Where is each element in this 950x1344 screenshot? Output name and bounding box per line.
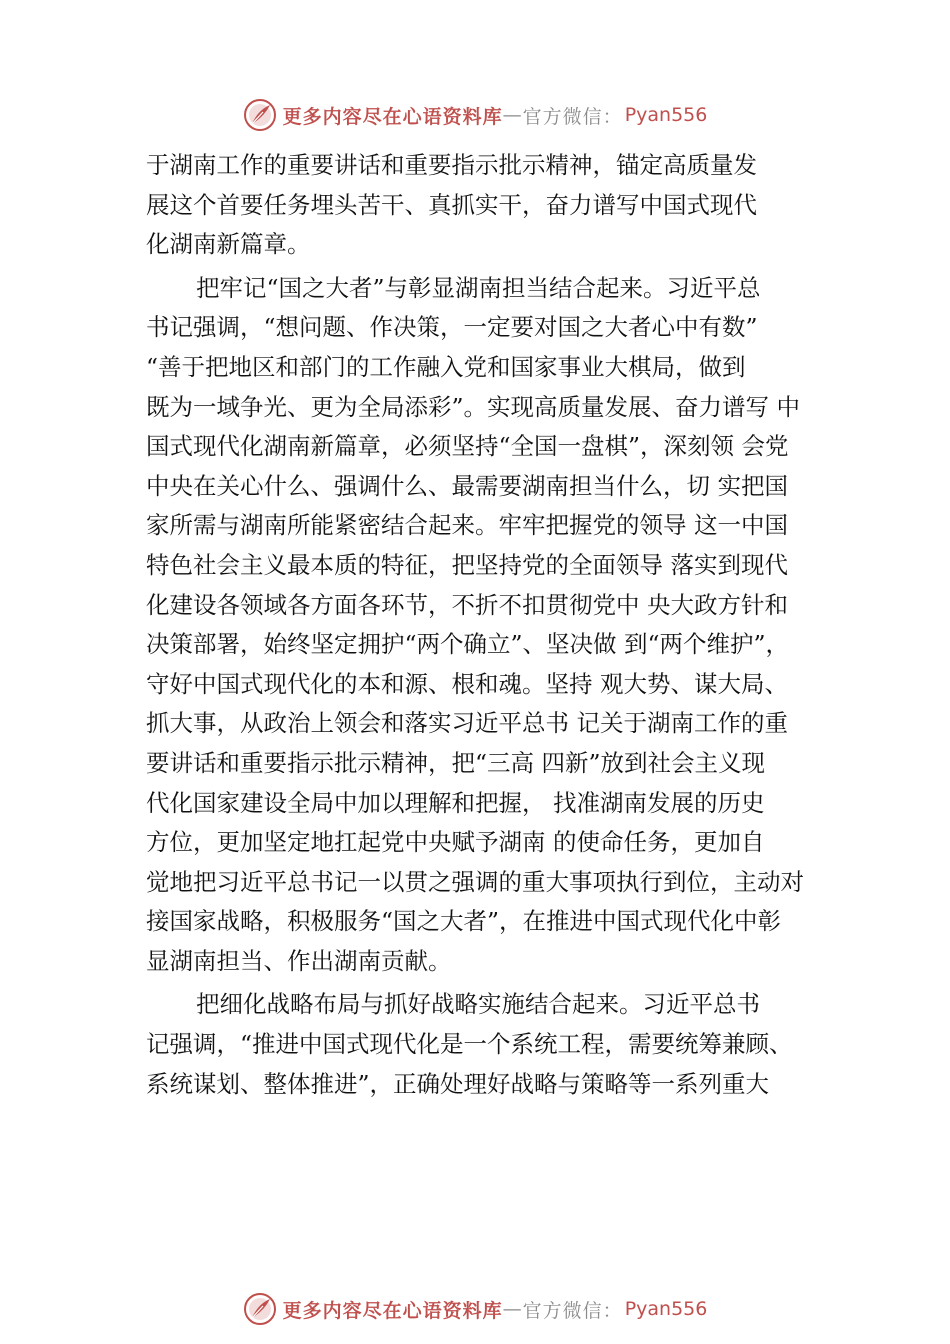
banner-dash: —: [502, 104, 523, 126]
text-line: 国式现代化湖南新篇章，必须坚持“全国一盘棋”，深刻领 会党: [146, 432, 789, 461]
text-line: 接国家战略，积极服务“国之大者”，在推进中国式现代化中彰: [146, 907, 782, 936]
text-line: 记强调，“推进中国式现代化是一个系统工程，需要统筹兼顾、: [146, 1030, 793, 1059]
header-banner: [0, 98, 950, 132]
text-line: 既为一域争光、更为全局添彩”。实现高质量发展、奋力谱写 中: [146, 392, 800, 421]
text-line: 家所需与湖南所能紧密结合起来。牢牢把握党的领导 这一中国: [146, 511, 788, 540]
text-line: 化湖南新篇章。: [146, 230, 311, 259]
text-line: 于湖南工作的重要讲话和重要指示批示精神，锚定高质量发: [146, 151, 757, 179]
banner-contact-label: 官方微信：: [522, 105, 623, 128]
paragraph-heading: 把细化战略布局与抓好战略实施结合起来。习近平总书: [196, 990, 760, 1019]
quill-logo-icon: [243, 98, 277, 132]
banner-contact-id: Pyan556: [624, 104, 708, 126]
document-body: [146, 146, 834, 1104]
text-line: 代化国家建设全局中加以理解和把握， 找准湖南发展的历史: [146, 788, 765, 817]
banner-site-text: 更多内容尽在心语资料库: [282, 105, 503, 128]
banner-contact-label: 官方微信：: [522, 1299, 623, 1322]
banner-dash: —: [502, 1298, 523, 1320]
text-line: 觉地把习近平总书记一以贯之强调的重大事项执行到位，主动对: [146, 867, 804, 896]
text-line: 特色社会主义最本质的特征，把坚持党的全面领导 落实到现代: [146, 550, 788, 579]
text-line: 系统谋划、整体推进”，正确处理好战略与策略等一系列重大: [146, 1069, 770, 1098]
text-line: 展这个首要任务埋头苦干、真抓实干，奋力谱写中国式现代: [146, 190, 757, 219]
paragraph-heading: 把牢记“国之大者”与彰显湖南担当结合起来。习近平总: [196, 273, 761, 302]
text-line: 要讲话和重要指示批示精神，把“三高 四新”放到社会主义现: [146, 748, 765, 777]
text-line: 抓大事，从政治上领会和落实习近平总书 记关于湖南工作的重: [146, 709, 788, 738]
banner-site-text: 更多内容尽在心语资料库: [282, 1299, 503, 1322]
text-line: 决策部署，始终坚定拥护“两个确立”、坚决做 到“两个维护”，: [146, 630, 790, 659]
text-line: 方位，更加坚定地扛起党中央赋予湖南 的使命任务，更加自: [146, 828, 765, 857]
text-line: 守好中国式现代化的本和源、根和魂。坚持 观大势、谋大局、: [146, 669, 788, 698]
text-line: “善于把地区和部门的工作融入党和国家事业大棋局，做到: [146, 352, 746, 381]
text-line: 显湖南担当、作出湖南贡献。: [146, 946, 452, 975]
banner-contact-id: Pyan556: [624, 1298, 708, 1320]
quill-logo-icon: [243, 1292, 277, 1326]
text-line: 书记强调，“想问题、作决策，一定要对国之大者心中有数”: [146, 313, 758, 342]
footer-banner: [0, 1292, 950, 1326]
text-line: 化建设各领域各方面各环节，不折不扣贯彻党中 央大政方针和: [146, 590, 788, 619]
text-line: 中央在关心什么、强调什么、最需要湖南担当什么，切 实把国: [146, 471, 788, 500]
